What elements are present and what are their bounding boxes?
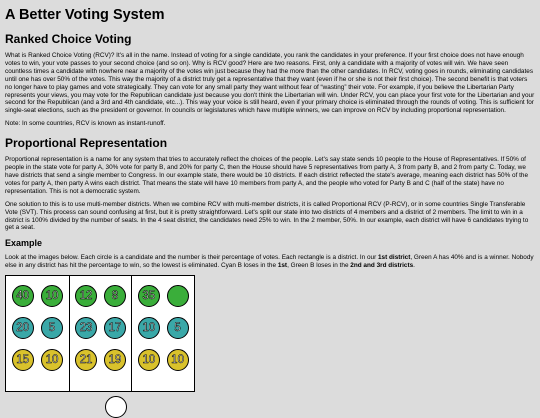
rcv-note: Note: In some countries, RCV is known as instant-runoff.: [5, 120, 166, 128]
pr-paragraph-2: One solution to this is to use multi-member districts. When we combine RCV with multi-member districts, it is called Proportional RCV (P-RCV), or in some countries Single Transferable Vote (SVT). This process can sound confusing at first, but it is pretty straightforward. Let's split our state into two districts of 4 members and a district of 2 members. The limit to win in a district is 100% divided by the number of seats. In the 4 seat district, the candidates need 25% to win. In the 2 member, 50%. In our example, each district will have 6 candidates trying to get a seat.: [5, 200, 529, 232]
candidate-circle: 10: [138, 349, 160, 371]
district-2: [69, 276, 132, 391]
candidate-circle: 10: [167, 349, 189, 371]
example-heading: Example: [5, 238, 43, 249]
pr-heading: Proportional Representation: [5, 136, 168, 151]
example-bold: 1st district: [378, 254, 411, 262]
example-bold: 1st: [277, 262, 288, 270]
candidate-circle: 8: [104, 285, 126, 307]
district-3: [131, 276, 194, 391]
candidate-circle: 20: [12, 317, 34, 339]
example-text: , Green B loses in the: [287, 262, 351, 270]
candidate-circle: 10: [41, 349, 63, 371]
candidate-circle: 5: [41, 317, 63, 339]
candidate-circle: 17: [104, 317, 126, 339]
candidate-circle: 23: [75, 317, 97, 339]
example-text: , Green A has 40% and is a winner. Nobody else in any district has hit the percentage to win, so the lowest is eliminated. Cyan B loses in the: [5, 254, 534, 270]
candidate-circle: [105, 396, 127, 418]
candidate-circle: 15: [12, 349, 34, 371]
candidate-circle: 10: [138, 317, 160, 339]
example-text: .: [413, 262, 415, 270]
candidate-circle: 12: [75, 285, 97, 307]
candidate-circle: 5: [167, 317, 189, 339]
rcv-heading: Ranked Choice Voting: [5, 32, 132, 46]
districts-diagram: [5, 275, 195, 392]
candidate-circle: 10: [41, 285, 63, 307]
rcv-paragraph: What is Ranked Choice Voting (RCV)? It's all in the name. Instead of voting for a single candidate, you rank the candidates in your preference. If your first choice does not have enough votes to win, your vote passes to your second choice (and so on). Why is RCV good? Here are two reasons. First, only a candidate with a majority of votes will win. We have seen countless times a candidate with nowhere near a majority of the votes win just because they had the more than the other candidates. In RCV, voting goes in rounds, eliminating candidates until one has over 50% of the votes. This way the majority of a district truly get a representative that they want (even if he or she is not their first choice). The second benefit is that voters no longer have to play games and vote strategically. They can vote for any small party they want without fear of “wasting” their vote. For example, if you believe the Libertarian Party represents your views, you may vote for the Republican candidate just because you don't think the Libertarian will win. Under RCV, you can place your first vote for the Libertarian and your second for the Republican (and a 3rd and 4th candidate, etc...). This way your voice is still heard, even if your primary choice is eliminated through the rounds of voting. This is sufficient for single-seat elections, such as the president or governor. In councils or legislatures which have multiple winners, we can improve on RCV by including proportional representation.: [5, 52, 535, 115]
candidate-circle: 40: [12, 285, 34, 307]
candidate-circle: 19: [104, 349, 126, 371]
candidate-circle: 35: [138, 285, 160, 307]
pr-paragraph-1: Proportional representation is a name for any system that tries to accurately reflect the choices of the people. Let's say state sends 10 people to the House of Representatives. If 50% of people in the state vote for party A, 30% vote for party B, and 20% for party C, then the House should have 5 representatives from party A, 3 from party B, and 2 from party C. Today, we have districts that send a single member to Congress. In our example state, there would be 10 districts. If each district reflected the state's average, meaning each district has 50% of the votes for party A, then party A wins each district. That means the state will have 10 members from party A, and the people who voted for Party B and C (half of the state) have no representation. This is not a democratic system.: [5, 156, 529, 195]
page-title: A Better Voting System: [5, 7, 165, 23]
district-1: [6, 276, 69, 391]
candidate-circle: 21: [75, 349, 97, 371]
example-bold: 2nd and 3rd districts: [350, 262, 414, 270]
example-paragraph: [5, 254, 535, 270]
example-text: Look at the images below. Each circle is a candidate and the number is their percentage of votes. Each rectangle is a district. In our: [5, 254, 378, 262]
candidate-circle: [167, 285, 189, 307]
